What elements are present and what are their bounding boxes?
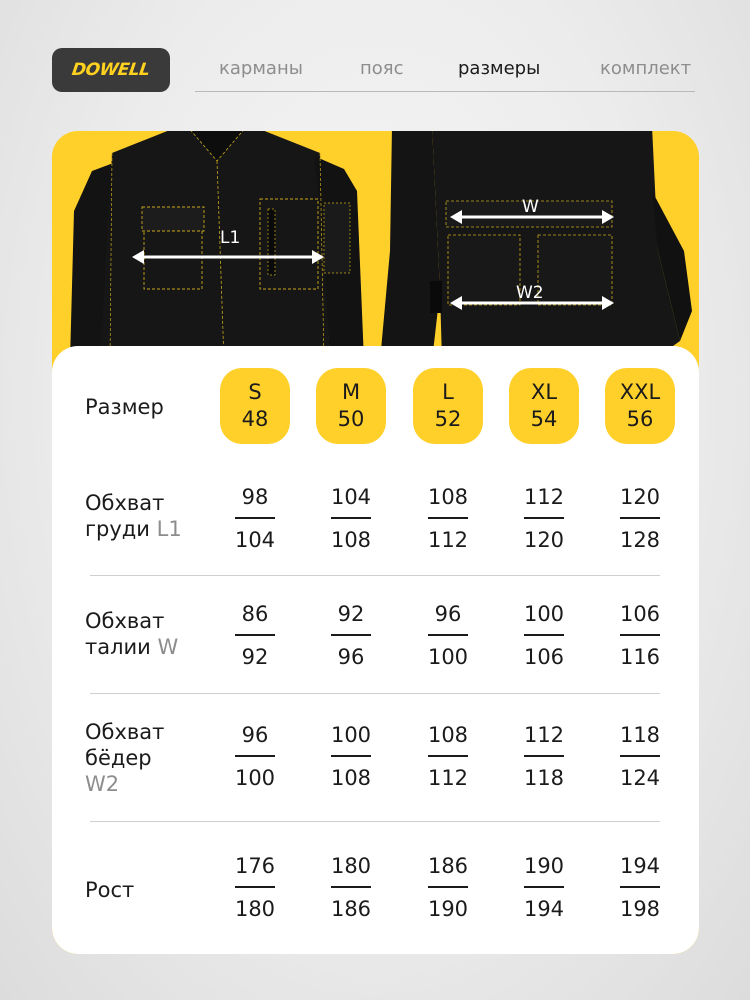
pants-image: [380, 131, 692, 361]
row-label-line1: Обхват: [85, 491, 165, 515]
garment-photo: [52, 131, 699, 361]
size-pill-xxl: [605, 368, 675, 444]
size-letter: XL: [530, 380, 558, 404]
brand-logo: [52, 48, 170, 92]
size-pill-xl: [509, 368, 579, 444]
height-value-m: 180 186: [330, 854, 372, 921]
height-value-l: 186 190: [427, 854, 469, 921]
hips-row-label: [85, 719, 164, 797]
height-value-xxl: 194 198: [619, 854, 661, 921]
chest-value-l: 108 112: [427, 485, 469, 552]
waist-value-xl: 100 106: [523, 602, 565, 669]
size-letter: L: [442, 380, 454, 404]
size-pill-m: [316, 368, 386, 444]
waist-value-s: 86 92: [219, 599, 291, 672]
row-label-line2: груди: [85, 517, 150, 541]
hips-value-xxl: 118 124: [619, 723, 661, 790]
header-divider: [195, 91, 695, 92]
size-pill-s: [220, 368, 290, 444]
tab-pockets[interactable]: карманы: [219, 58, 303, 79]
tab-belt[interactable]: пояс: [360, 58, 404, 79]
row-label-line1: Рост: [85, 878, 135, 902]
row-label-line1: Обхват: [85, 609, 165, 633]
tab-sizes[interactable]: размеры: [458, 58, 541, 79]
row-measure-code: L1: [156, 517, 182, 541]
size-letter: S: [248, 380, 262, 404]
row-divider: [90, 693, 660, 694]
hips-value-l: 108 112: [427, 723, 469, 790]
size-number: 50: [337, 407, 365, 431]
size-row-label: Размер: [85, 395, 164, 419]
hips-value-xl: 112 118: [523, 723, 565, 790]
size-number: 54: [530, 407, 558, 431]
tab-set[interactable]: комплект: [600, 58, 692, 79]
chest-row-label: [85, 490, 182, 542]
hips-value-m: 100 108: [330, 723, 372, 790]
waist-value-l: 96 100: [427, 602, 469, 669]
brand-logo-text: DOWELL: [70, 60, 152, 80]
size-letter: XXL: [619, 380, 661, 404]
waist-value-xxl: 106 116: [619, 602, 661, 669]
row-measure-code: W2: [85, 772, 120, 796]
height-value-xl: 190 194: [523, 854, 565, 921]
size-number: 48: [241, 407, 269, 431]
row-measure-code: W: [157, 635, 179, 659]
size-letter: M: [341, 380, 361, 404]
hip-measure-label: W2: [516, 283, 544, 303]
height-row-label: [85, 877, 134, 903]
chest-value-s: 98 104: [234, 485, 276, 552]
row-divider: [90, 575, 660, 576]
waist-value-m: 92 96: [315, 599, 387, 672]
size-chart-card: [52, 131, 699, 954]
waist-measure-label: W: [522, 197, 539, 217]
hips-value-s: 96 100: [234, 723, 276, 790]
size-number: 52: [434, 407, 462, 431]
chest-value-m: 104 108: [330, 485, 372, 552]
waist-row-label: [85, 608, 178, 660]
chest-value-xl: 112 120: [523, 485, 565, 552]
jacket-image: [70, 131, 364, 361]
row-label-line1: Обхват: [85, 720, 165, 744]
row-label-line2: бёдер: [85, 746, 152, 770]
jacket-measure-label: L1: [220, 228, 241, 248]
row-divider: [90, 821, 660, 822]
size-table: [52, 346, 699, 954]
size-pill-l: [413, 368, 483, 444]
height-value-s: 176 180: [234, 854, 276, 921]
row-label-line2: талии: [85, 635, 151, 659]
chest-value-xxl: 120 128: [619, 485, 661, 552]
size-number: 56: [626, 407, 654, 431]
